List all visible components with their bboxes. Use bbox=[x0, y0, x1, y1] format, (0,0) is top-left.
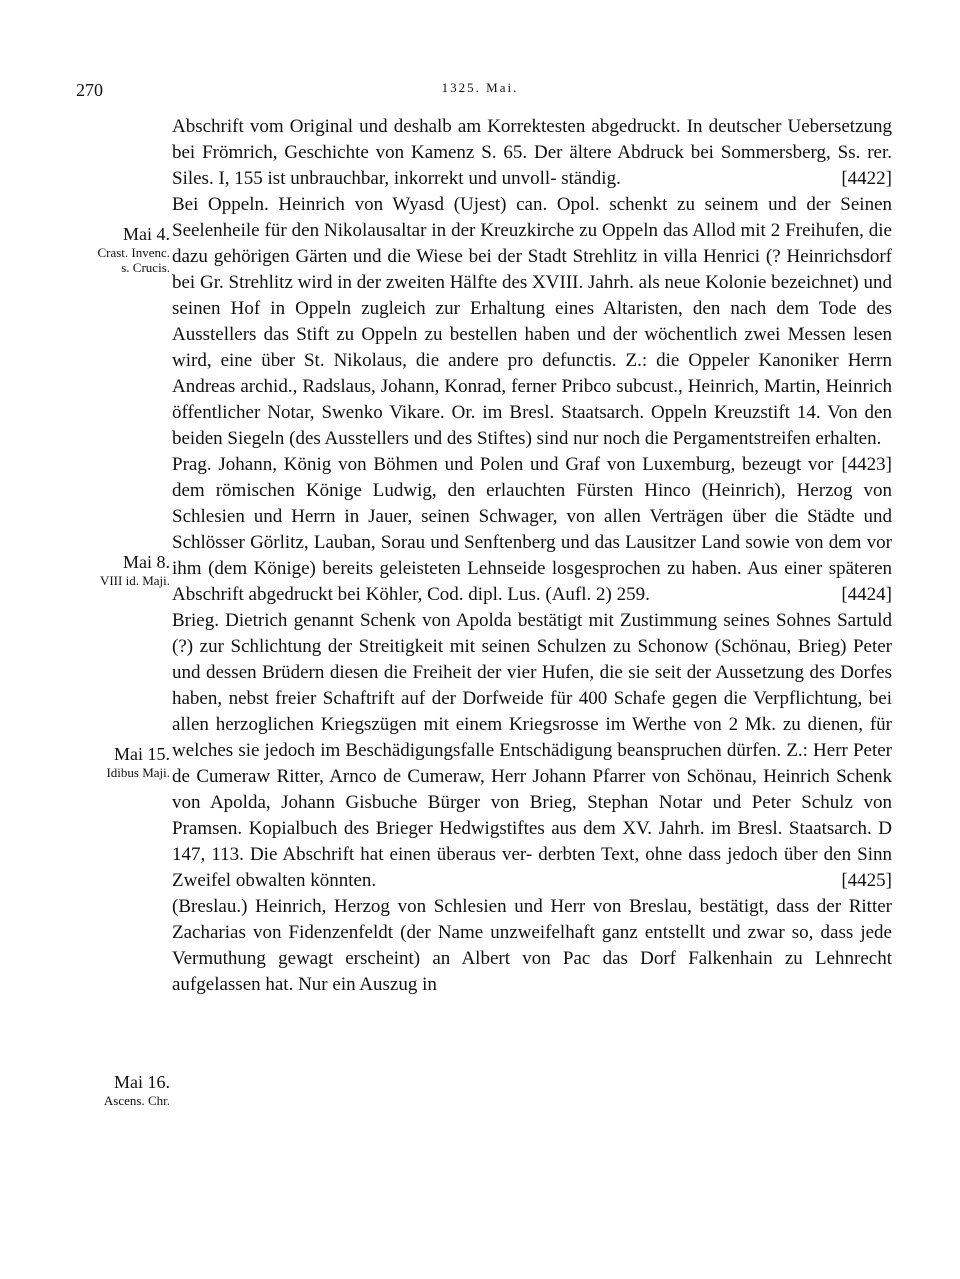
text-line: XV. Jahrh. im Bresl. Staatsarch. D 147, 113. Die Abschrift hat einen überaus ver- bbox=[172, 818, 892, 865]
text-line: Brieg. Dietrich genannt Schenk von Apolda bestätigt mit Zustimmung bbox=[172, 610, 718, 631]
margin-date: Mai 4. bbox=[123, 224, 170, 244]
text-line: Senftenberg und das Lausitzer Land sowie von dem vor ihm (dem Könige) bbox=[172, 532, 892, 579]
margin-day: Idibus Maji. bbox=[106, 765, 170, 780]
text-line: allen Verträgen über die Städte und Schlösser Görlitz, Lauban, Sorau und bbox=[172, 506, 892, 553]
entry-number: [4422] bbox=[841, 168, 892, 189]
text-line: abgedruckt bei Köhler, Cod. dipl. Lus. (Aufl. 2) 259. bbox=[248, 584, 650, 605]
text-line: seines Sohnes Sartuld (?) zur Schlichtung der Streitigkeit mit seinen Schulzen zu bbox=[172, 610, 892, 657]
page-number: 270 bbox=[76, 80, 103, 100]
text-line: bei Sommersberg, Ss. rer. Siles. I, 155 ist unbrauchbar, inkorrekt und unvoll- bbox=[172, 142, 892, 189]
regest-entry bbox=[172, 114, 892, 192]
text-line: Messen lesen wird, eine über St. Nikolaus, die andere pro defunctis. Z.: die bbox=[172, 324, 892, 371]
entry-number: [4423] bbox=[841, 454, 892, 475]
text-line: Prag. Johann, König von Böhmen und Polen und Graf von Luxemburg, bbox=[172, 454, 736, 475]
text-line: Kriegszügen mit einem Kriegsrosse im Werthe von 2 Mk. zu dienen, für welches bbox=[172, 714, 892, 761]
text-line: bezeugt vor dem römischen Könige Ludwig, den erlauchten Fürsten Hinco bbox=[172, 454, 834, 501]
text-line: Pribco subcust., Heinrich, Martin, Heinrich öffentlicher Notar, Swenko Vikare. bbox=[172, 376, 892, 423]
text-line: (Heinrich), Herzog von Schlesien und Herrn in Jauer, seinen Schwager, von bbox=[172, 480, 893, 527]
text-line: in Oppeln zugleich zur Erhaltung eines Altaristen, den nach dem Tode des bbox=[270, 298, 893, 319]
text-line: Allod mit 2 Freihufen, die dazu gehörigen Gärten und die Wiese bei der bbox=[172, 220, 892, 267]
text-line: sie jedoch im Beschädigungsfalle Entschädigung beanspruchen dürfen. Z.: Herr bbox=[238, 740, 848, 761]
running-head: 1325. Mai. bbox=[441, 80, 519, 95]
text-line: bereits geleisteten Lehnseide losgesprochen zu haben. Aus einer späteren Abschrift bbox=[172, 558, 893, 605]
text-line: der Seinen Seelenheile für den Nikolausaltar in der Kreuzkirche zu Oppeln das bbox=[172, 194, 893, 241]
text-line: entstellt und zwar so, dass jede Vermuthung gewagt erscheint) an Albert von bbox=[172, 922, 892, 969]
text-line: Or. im Bresl. Staatsarch. Oppeln Kreuzstift 14. Von den beiden Siegeln (des bbox=[172, 402, 892, 449]
margin-date: Mai 15. bbox=[114, 744, 170, 764]
text-line: Ausstellers und des Stiftes) sind nur noch die Pergamentstreifen erhalten. bbox=[324, 428, 882, 449]
text-line: dass der Ritter Zacharias von Fidenzenfeldt (der Name unzweifelhaft ganz bbox=[172, 896, 892, 943]
margin-day: Crast. Invenc. bbox=[97, 245, 170, 260]
margin-note bbox=[66, 552, 170, 588]
entry-number: [4424] bbox=[841, 584, 892, 605]
text-line: Bei Oppeln. Heinrich von Wyasd (Ujest) can. Opol. schenkt zu seinem und bbox=[172, 194, 797, 215]
text-line: Peter de Cumeraw Ritter, Arnco de Cumeraw, Herr Johann Pfarrer von Schönau, bbox=[172, 740, 893, 787]
text-line: Heinrich Schenk von Apolda, Johann Gisbuche Bürger von Brieg, Stephan Notar bbox=[172, 766, 893, 813]
text-line: Uebersetzung bei Frömrich, Geschichte von Kamenz S. 65. Der ältere Abdruck bbox=[172, 116, 892, 163]
regest-entry bbox=[172, 894, 892, 998]
text-line: zweiten Hälfte des XVIII. Jahrh. als neue Kolonie bezeichnet) und seinen Hof bbox=[172, 272, 892, 319]
margin-note bbox=[66, 744, 170, 780]
regest-entry bbox=[172, 452, 892, 608]
text-line: Ausstellers das Stift zu Oppeln zu bestellen haben und der wöchentlich zwei bbox=[172, 324, 781, 345]
text-line: und Peter Schulz von Pramsen. Kopialbuch des Brieger Hedwigstiftes aus dem bbox=[172, 792, 892, 839]
margin-day: Ascens. Chr. bbox=[103, 1093, 170, 1108]
entry-number: [4425] bbox=[841, 870, 892, 891]
margin-note bbox=[66, 1072, 170, 1108]
text-line: der Dorfweide für 400 Schafe gegen die Verpflichtung, bei allen herzoglichen bbox=[172, 688, 892, 735]
margin-date: Mai 8. bbox=[123, 552, 170, 572]
margin-day: s. Crucis. bbox=[121, 260, 170, 275]
text-line: Oppeler Kanoniker Herrn Andreas archid., Radslaus, Johann, Konrad, ferner bbox=[172, 350, 893, 397]
text-line: Stadt Strehlitz in villa Henrici (? Heinrichsdorf bei Gr. Strehlitz wird in der bbox=[172, 246, 893, 293]
text-line: (Breslau.) Heinrich, Herzog von Schlesien und Herr von Breslau, bestätigt, bbox=[172, 896, 769, 917]
body-text bbox=[172, 114, 892, 998]
regest-entry bbox=[172, 608, 892, 894]
margin-note bbox=[66, 224, 170, 275]
text-line: Schonow (Schönau, Brieg) Peter und dessen Brüdern diesen die Freiheit der bbox=[172, 636, 893, 683]
text-line: ständig. bbox=[561, 168, 621, 189]
margin-date: Mai 16. bbox=[114, 1072, 170, 1092]
text-line: derbten Text, ohne dass jedoch über den Sinn Zweifel obwalten könnten. bbox=[172, 844, 893, 891]
text-line: Abschrift vom Original und deshalb am Korrektesten abgedruckt. In deutscher bbox=[172, 116, 782, 137]
text-line: vier Hufen, die sie seit der Aussetzung des Dorfes haben, nebst freier Schaftrift auf bbox=[172, 662, 893, 709]
margin-day: VIII id. Maji. bbox=[99, 573, 170, 588]
text-line: Pac das Dorf Falkenhain zu Lehnrecht aufgelassen hat. Nur ein Auszug in bbox=[172, 948, 892, 995]
